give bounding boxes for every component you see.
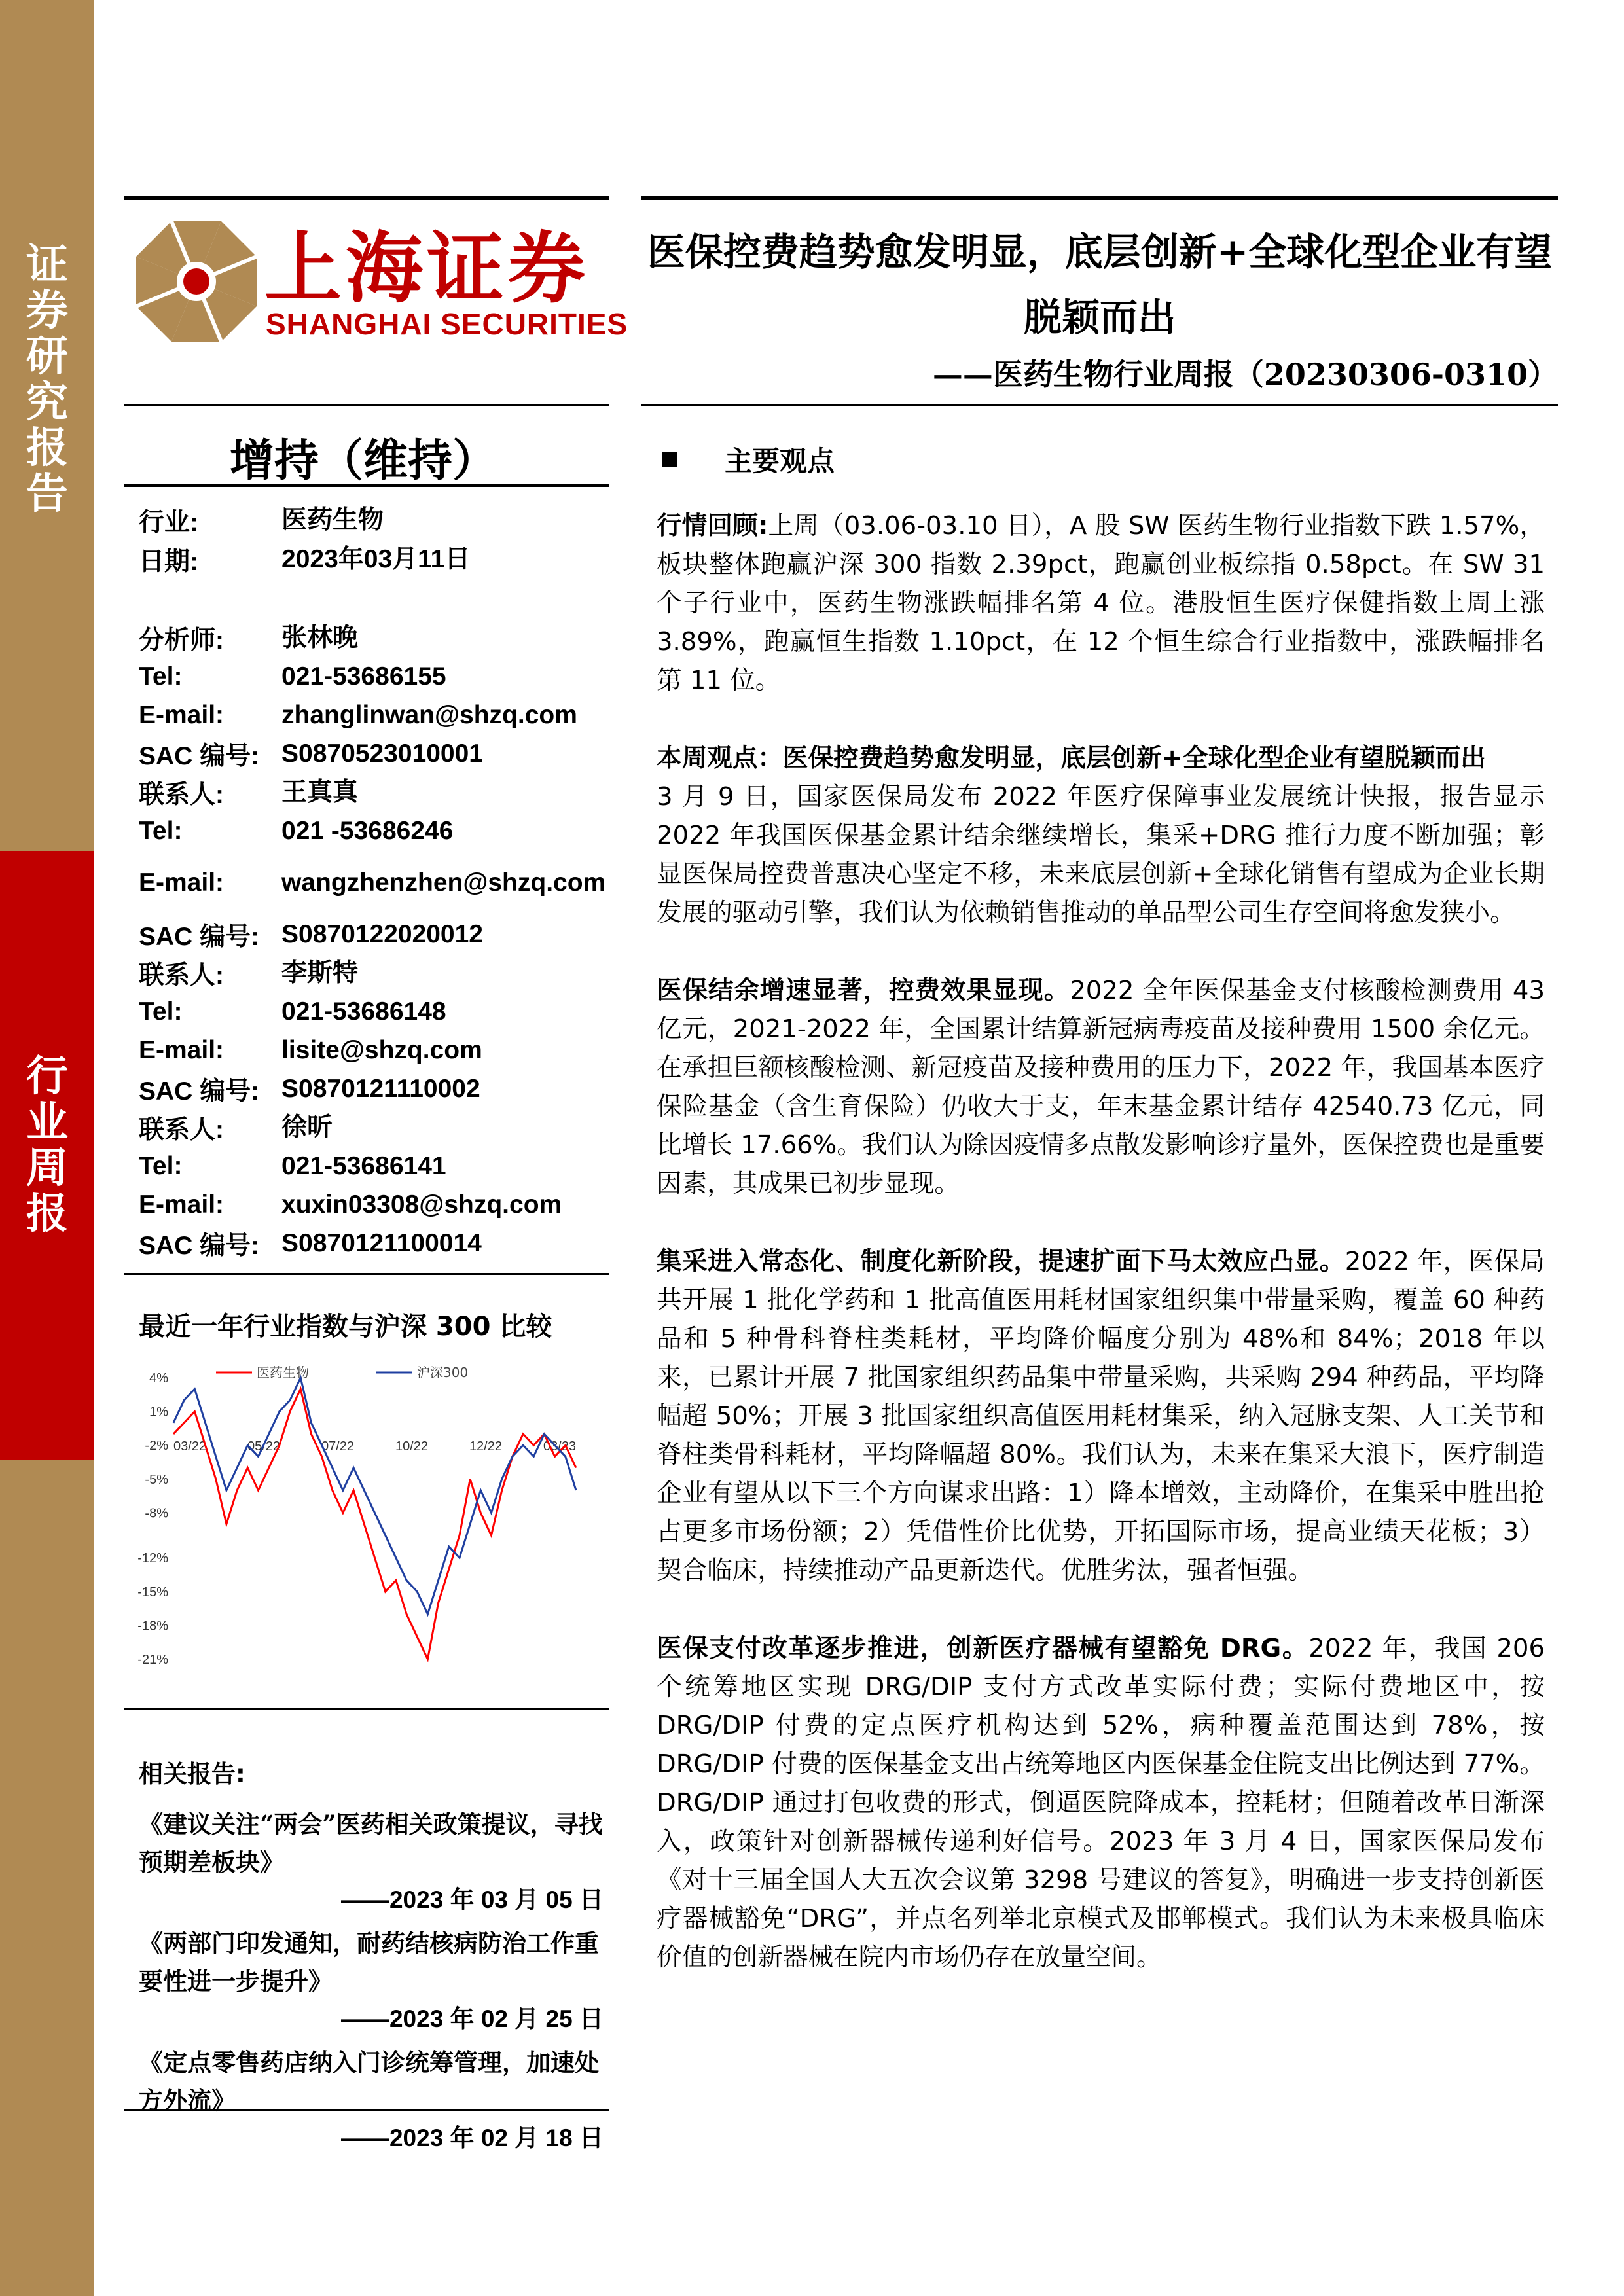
report-subtitle: ——医药生物行业周报（20230306-0310） bbox=[932, 357, 1558, 392]
related-report-date: ——2023 年 03 月 05 日 bbox=[340, 1886, 604, 1913]
index-comparison-chart bbox=[124, 1358, 609, 1672]
paragraph-fund-surplus: 医保结余增速显著，控费效果显现。2022 全年医保基金支付核酸检测费用 43 亿元，2021-2022 年，全国累计结算新冠病毒疫苗及接种费用 1500 余亿元。在承担巨额核酸检测、新冠疫苗及接种费用的压力下，2022 年，我国基本医疗保险基金（含生育保险）仍收大于支，年末基金累计结存 42540.73 亿元，同比增长 17.66%。我们认为除因疫情多点散发影响诊疗量外，医保控费也是重要因素，其成果已初步显现。 bbox=[657, 976, 1545, 1198]
info-row: 联系人: 李斯特 bbox=[139, 958, 359, 990]
related-reports bbox=[139, 1754, 604, 2162]
x-tick-label: 05/22 bbox=[247, 1439, 281, 1454]
info-row: 日期: 2023年03月11日 bbox=[139, 545, 471, 576]
sidebar-bottom-band bbox=[0, 1460, 94, 2296]
related-label: 相关报告: bbox=[139, 1760, 245, 1788]
shanghai-securities-logo-icon bbox=[131, 216, 262, 347]
info-row: Tel: 021-53686155 bbox=[139, 662, 446, 691]
sidebar-mid-label: 行业周报 bbox=[26, 1052, 68, 1238]
x-tick-label: 03/23 bbox=[543, 1439, 577, 1454]
related-report-title[interactable]: 《定点零售药店纳入门诊统筹管理，加速处方外流》 bbox=[139, 2048, 599, 2115]
y-tick-label: 4% bbox=[149, 1371, 168, 1386]
y-tick-label: -21% bbox=[137, 1653, 168, 1667]
y-tick-label: -5% bbox=[145, 1472, 168, 1487]
paragraph-weekly-view: 3 月 9 日，国家医保局发布 2022 年医疗保障事业发展统计快报，报告显示 2022 年我国医保基金累计结余继续增长，集采+DRG 推行力度不断加强；彰显医保局控费普惠决心坚定不移，未来底层创新+全球化销售有望成为企业长期发展的驱动引擎，我们认为依赖销售推动的单品型公司生存空间将愈发狭小。 bbox=[657, 782, 1545, 927]
paragraph-payment-reform: 医保支付改革逐步推进，创新医疗器械有望豁免 DRG。2022 年，我国 206 个统筹地区实现 DRG/DIP 支付方式改革实际付费；实际付费地区中，按 DRG/DIP 付费的定点医疗机构达到 52%，病种覆盖范围达到 78%，按 DRG/DIP 付费的医保基金支出占统筹地区内医保基金住院支出比例达到 77%。DRG/DIP 通过打包收费的形式，倒逼医院降成本，控耗材；但随着改革日渐深入，政策针对创新器械传递利好信号。2023 年 3 月 4 日，国家医保局发布《对十三届全国人大五次会议第 3298 号建议的答复》，明确进一步支持创新医疗器械豁免“DRG”，并点名列举北京模式及邯郸模式。我们认为未来极具临床价值的创新器械在院内市场仍存在放量空间。 bbox=[657, 1634, 1545, 1972]
y-tick-label: -8% bbox=[145, 1506, 168, 1521]
info-row: 行业: 医药生物 bbox=[139, 506, 384, 537]
weekly-view-title: 本周观点：医保控费趋势愈发明显，底层创新+全球化型企业有望脱颖而出 bbox=[657, 744, 1486, 773]
info-row: 分析师: 张林晚 bbox=[139, 623, 359, 655]
info-row: Tel: 021 -53686246 bbox=[139, 816, 454, 845]
y-tick-label: 1% bbox=[149, 1405, 168, 1420]
y-tick-label: -2% bbox=[145, 1439, 168, 1454]
x-tick-label: 03/22 bbox=[173, 1439, 207, 1454]
report-title: 医保控费趋势愈发明显，底层创新+全球化型企业有望脱颖而出 bbox=[647, 230, 1553, 340]
info-row: Tel: 021-53686141 bbox=[139, 1151, 446, 1180]
paragraph-procurement: 集采进入常态化、制度化新阶段，提速扩面下马太效应凸显。2022 年，医保局共开展 1 批化学药和 1 批高值医用耗材国家组织集中带量采购，覆盖 60 种药品和 5 种骨科脊柱类耗材，平均降价幅度分别为 48%和 84%；2018 年以来，已累计开展 7 批国家组织药品集中带量采购，共采购 294 种药品，平均降幅超 50%；开展 3 批国家组织高值医用耗材集采，纳入冠脉支架、人工关节和脊柱类骨科耗材，平均降幅超 80%。我们认为，未来在集采大浪下，医疗制造企业有望从以下三个方向谋求出路：1）降本增效，主动降价，在集采中胜出抢占更多市场份额；2）凭借性价比优势，开拓国际市场，提高业绩天花板；3）契合临床，持续推动产品更新迭代。优胜劣汰，强者恒强。 bbox=[657, 1247, 1545, 1585]
chart-bottom-rule bbox=[124, 1708, 609, 1710]
related-report-title[interactable]: 《两部门印发通知，耐药结核病防治工作重要性进一步提升》 bbox=[139, 1929, 599, 1996]
info-bottom-rule bbox=[124, 1273, 609, 1275]
y-tick-label: -15% bbox=[137, 1585, 168, 1600]
logo-english-name: SHANGHAI SECURITIES bbox=[266, 307, 628, 341]
right-top-rule bbox=[641, 196, 1558, 200]
y-tick-label: -18% bbox=[137, 1619, 168, 1634]
info-row: E-mail: xuxin03308@shzq.com bbox=[139, 1190, 562, 1219]
left-top-rule bbox=[124, 196, 609, 200]
legend-label: 沪深300 bbox=[417, 1365, 469, 1380]
info-row: E-mail: wangzhenzhen@shzq.com bbox=[139, 868, 606, 897]
info-row: SAC 编号: S0870122020012 bbox=[139, 920, 483, 951]
legend-label: 医药生物 bbox=[257, 1365, 309, 1380]
related-report-date: ——2023 年 02 月 18 日 bbox=[340, 2125, 604, 2151]
analyst-info bbox=[139, 501, 610, 1263]
series-line-0 bbox=[173, 1389, 576, 1659]
x-tick-label: 12/22 bbox=[469, 1439, 503, 1454]
related-report-date: ——2023 年 02 月 25 日 bbox=[340, 2005, 604, 2032]
info-row: 联系人: 徐昕 bbox=[139, 1113, 333, 1144]
related-report-title[interactable]: 《建议关注“两会”医药相关政策提议，寻找预期差板块》 bbox=[139, 1810, 603, 1876]
paragraph-market-review: 行情回顾:上周（03.06-03.10 日），A 股 SW 医药生物行业指数下跌 1.57%，板块整体跑赢沪深 300 指数 2.39pct，跑赢创业板综指 0.58pct。在 SW 31 个子行业中，医药生物涨跌幅排名第 4 位。港股恒生医疗保健指数上周上涨 3.89%，跑赢恒生指数 1.10pct，在 12 个恒生综合行业指数中，涨跌幅排名第 11 位。 bbox=[657, 511, 1545, 695]
info-row: 联系人: 王真真 bbox=[139, 778, 359, 809]
info-row: SAC 编号: S0870121100014 bbox=[139, 1229, 482, 1260]
info-row: E-mail: zhanglinwan@shzq.com bbox=[139, 700, 577, 729]
x-tick-label: 07/22 bbox=[321, 1439, 355, 1454]
logo-chinese-name: 上海证券 bbox=[264, 223, 590, 314]
sidebar-top-label: 证券研究报告 bbox=[26, 241, 68, 518]
series-line-1 bbox=[173, 1378, 576, 1614]
chart-title: 最近一年行业指数与沪深 300 比较 bbox=[139, 1312, 552, 1342]
sidebar-mid-band bbox=[0, 851, 94, 1460]
main-heading: 主要观点 bbox=[662, 440, 1545, 479]
left-header-rule bbox=[124, 404, 609, 406]
info-row: SAC 编号: S0870523010001 bbox=[139, 739, 483, 770]
main-content bbox=[657, 440, 1545, 2016]
rating: 增持（维持） bbox=[229, 435, 497, 487]
info-row: SAC 编号: S0870121110002 bbox=[139, 1074, 480, 1105]
info-row: E-mail: lisite@shzq.com bbox=[139, 1035, 482, 1064]
square-bullet-icon bbox=[662, 452, 677, 467]
y-tick-label: -12% bbox=[137, 1551, 168, 1566]
x-tick-label: 10/22 bbox=[395, 1439, 429, 1454]
right-header-rule bbox=[641, 404, 1558, 406]
sidebar-top-band bbox=[0, 0, 94, 851]
info-row: Tel: 021-53686148 bbox=[139, 997, 446, 1026]
